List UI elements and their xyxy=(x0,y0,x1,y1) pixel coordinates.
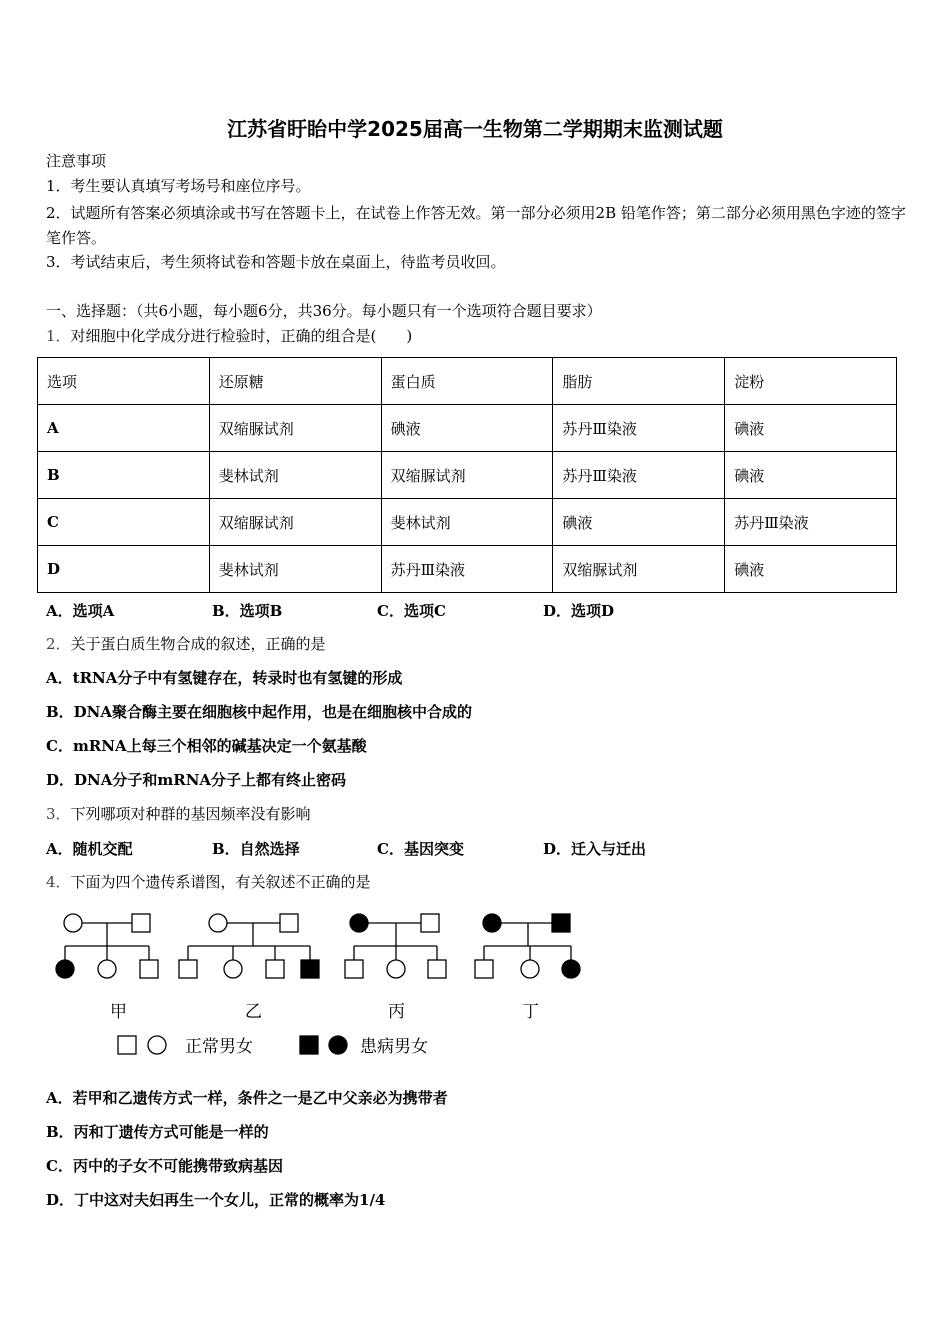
legend-affected-male-icon xyxy=(300,1036,318,1054)
option-b: B．选项B xyxy=(212,602,283,620)
affected-male-icon xyxy=(552,914,570,932)
pedigree-label-bing: 丙 xyxy=(388,1002,405,1022)
affected-female-icon xyxy=(56,960,74,978)
legend-normal-label: 正常男女 xyxy=(185,1037,253,1057)
affected-male-icon xyxy=(301,960,319,978)
section-heading: 一、选择题：（共6小题，每小题6分，共36分。每小题只有一个选项符合题目要求） xyxy=(46,302,602,320)
legend-affected-female-icon xyxy=(329,1036,347,1054)
normal-male-icon xyxy=(266,960,284,978)
legend-normal-male-icon xyxy=(118,1036,136,1054)
option-c: C．mRNA上每三个相邻的碱基决定一个氨基酸 xyxy=(46,737,367,755)
option-a: A．若甲和乙遗传方式一样，条件之一是乙中父亲必为携带者 xyxy=(46,1089,448,1107)
question-1-stem: 对细胞中化学成分进行检验时，正确的组合是( ) xyxy=(70,327,413,345)
option-d: D．迁入与迁出 xyxy=(543,840,647,858)
question-4 xyxy=(46,872,371,892)
normal-male-icon xyxy=(421,914,439,932)
table-cell: D xyxy=(38,546,210,593)
legend-affected-label: 患病男女 xyxy=(360,1037,428,1057)
normal-male-icon xyxy=(475,960,493,978)
pedigree-ding xyxy=(475,914,580,978)
table-cell: A xyxy=(38,405,210,452)
normal-male-icon xyxy=(280,914,298,932)
table-cell: 苏丹Ⅲ染液 xyxy=(725,499,897,546)
option-c: C．基因突变 xyxy=(377,840,464,858)
table-row xyxy=(38,452,897,499)
table-cell: 斐林试剂 xyxy=(381,499,553,546)
notice-item-2: 2．试题所有答案必须填涂或书写在答题卡上，在试卷上作答无效。第一部分必须用2B 铅笔作答；第二部分必须用黑色字迹的签字笔作答。 xyxy=(46,204,906,247)
affected-female-icon xyxy=(350,914,368,932)
pedigree-label-ding: 丁 xyxy=(522,1002,539,1022)
normal-female-icon xyxy=(224,960,242,978)
option-a: A．选项A xyxy=(46,602,115,620)
table-header-cell: 脂肪 xyxy=(553,358,725,405)
normal-male-icon xyxy=(132,914,150,932)
option-a: A．随机交配 xyxy=(46,840,133,858)
question-4-number: 4． xyxy=(46,873,71,891)
normal-male-icon xyxy=(179,960,197,978)
table-cell: 碘液 xyxy=(725,452,897,499)
question-4-stem: 下面为四个遗传系谱图，有关叙述不正确的是 xyxy=(70,873,371,891)
pedigree-label-yi: 乙 xyxy=(245,1002,262,1022)
question-1-number: 1． xyxy=(46,327,71,345)
table-cell: 苏丹Ⅲ染液 xyxy=(553,452,725,499)
table-header-cell: 蛋白质 xyxy=(381,358,553,405)
table-cell: 碘液 xyxy=(553,499,725,546)
normal-male-icon xyxy=(140,960,158,978)
table-row xyxy=(38,546,897,593)
table-header-row xyxy=(38,358,897,405)
option-b: B．自然选择 xyxy=(212,840,300,858)
question-1 xyxy=(46,326,412,346)
normal-male-icon xyxy=(345,960,363,978)
table-cell: 碘液 xyxy=(381,405,553,452)
legend-normal-female-icon xyxy=(148,1036,166,1054)
normal-male-icon xyxy=(428,960,446,978)
table-row xyxy=(38,405,897,452)
question-2-stem: 关于蛋白质生物合成的叙述，正确的是 xyxy=(70,635,326,653)
table-cell: 双缩脲试剂 xyxy=(553,546,725,593)
affected-female-icon xyxy=(562,960,580,978)
reagent-table xyxy=(37,357,897,593)
option-d: D．DNA分子和mRNA分子上都有终止密码 xyxy=(46,771,347,789)
question-3-stem: 下列哪项对种群的基因频率没有影响 xyxy=(70,805,311,823)
notice-heading: 注意事项 xyxy=(46,152,107,170)
pedigree-yi xyxy=(179,914,319,978)
table-row xyxy=(38,499,897,546)
affected-female-icon xyxy=(483,914,501,932)
question-2-number: 2． xyxy=(46,635,71,653)
option-a: A．tRNA分子中有氢键存在，转录时也有氢键的形成 xyxy=(46,669,403,687)
normal-female-icon xyxy=(387,960,405,978)
pedigree-jia xyxy=(56,914,158,978)
question-2 xyxy=(46,634,326,654)
option-c: C．丙中的子女不可能携带致病基因 xyxy=(46,1157,283,1175)
normal-female-icon xyxy=(209,914,227,932)
table-cell: 碘液 xyxy=(725,546,897,593)
pedigree-label-jia: 甲 xyxy=(110,1002,127,1022)
table-cell: 碘液 xyxy=(725,405,897,452)
option-d: D．选项D xyxy=(543,602,615,620)
option-b: B．丙和丁遗传方式可能是一样的 xyxy=(46,1123,269,1141)
table-header-cell: 还原糖 xyxy=(209,358,381,405)
page-title: 江苏省盱眙中学2025届高一生物第二学期期末监测试题 xyxy=(227,117,723,141)
pedigree-figure xyxy=(40,900,600,1070)
option-c: C．选项C xyxy=(377,602,446,620)
table-cell: 斐林试剂 xyxy=(209,546,381,593)
pedigree-bing xyxy=(345,914,446,978)
normal-female-icon xyxy=(64,914,82,932)
table-header-cell: 淀粉 xyxy=(725,358,897,405)
option-d: D．丁中这对夫妇再生一个女儿，正常的概率为1/4 xyxy=(46,1191,386,1209)
table-cell: 双缩脲试剂 xyxy=(209,499,381,546)
notice-item-3: 3．考试结束后，考生须将试卷和答题卡放在桌面上，待监考员收回。 xyxy=(46,253,506,271)
option-b: B．DNA聚合酶主要在细胞核中起作用，也是在细胞核中合成的 xyxy=(46,703,473,721)
table-cell: 双缩脲试剂 xyxy=(381,452,553,499)
table-cell: B xyxy=(38,452,210,499)
table-header-cell: 选项 xyxy=(38,358,210,405)
table-cell: 苏丹Ⅲ染液 xyxy=(553,405,725,452)
question-3-number: 3． xyxy=(46,805,71,823)
table-cell: C xyxy=(38,499,210,546)
normal-female-icon xyxy=(98,960,116,978)
table-cell: 双缩脲试剂 xyxy=(209,405,381,452)
table-cell: 苏丹Ⅲ染液 xyxy=(381,546,553,593)
question-3 xyxy=(46,804,311,824)
notice-item-1: 1．考生要认真填写考场号和座位序号。 xyxy=(46,177,311,195)
normal-female-icon xyxy=(521,960,539,978)
table-cell: 斐林试剂 xyxy=(209,452,381,499)
